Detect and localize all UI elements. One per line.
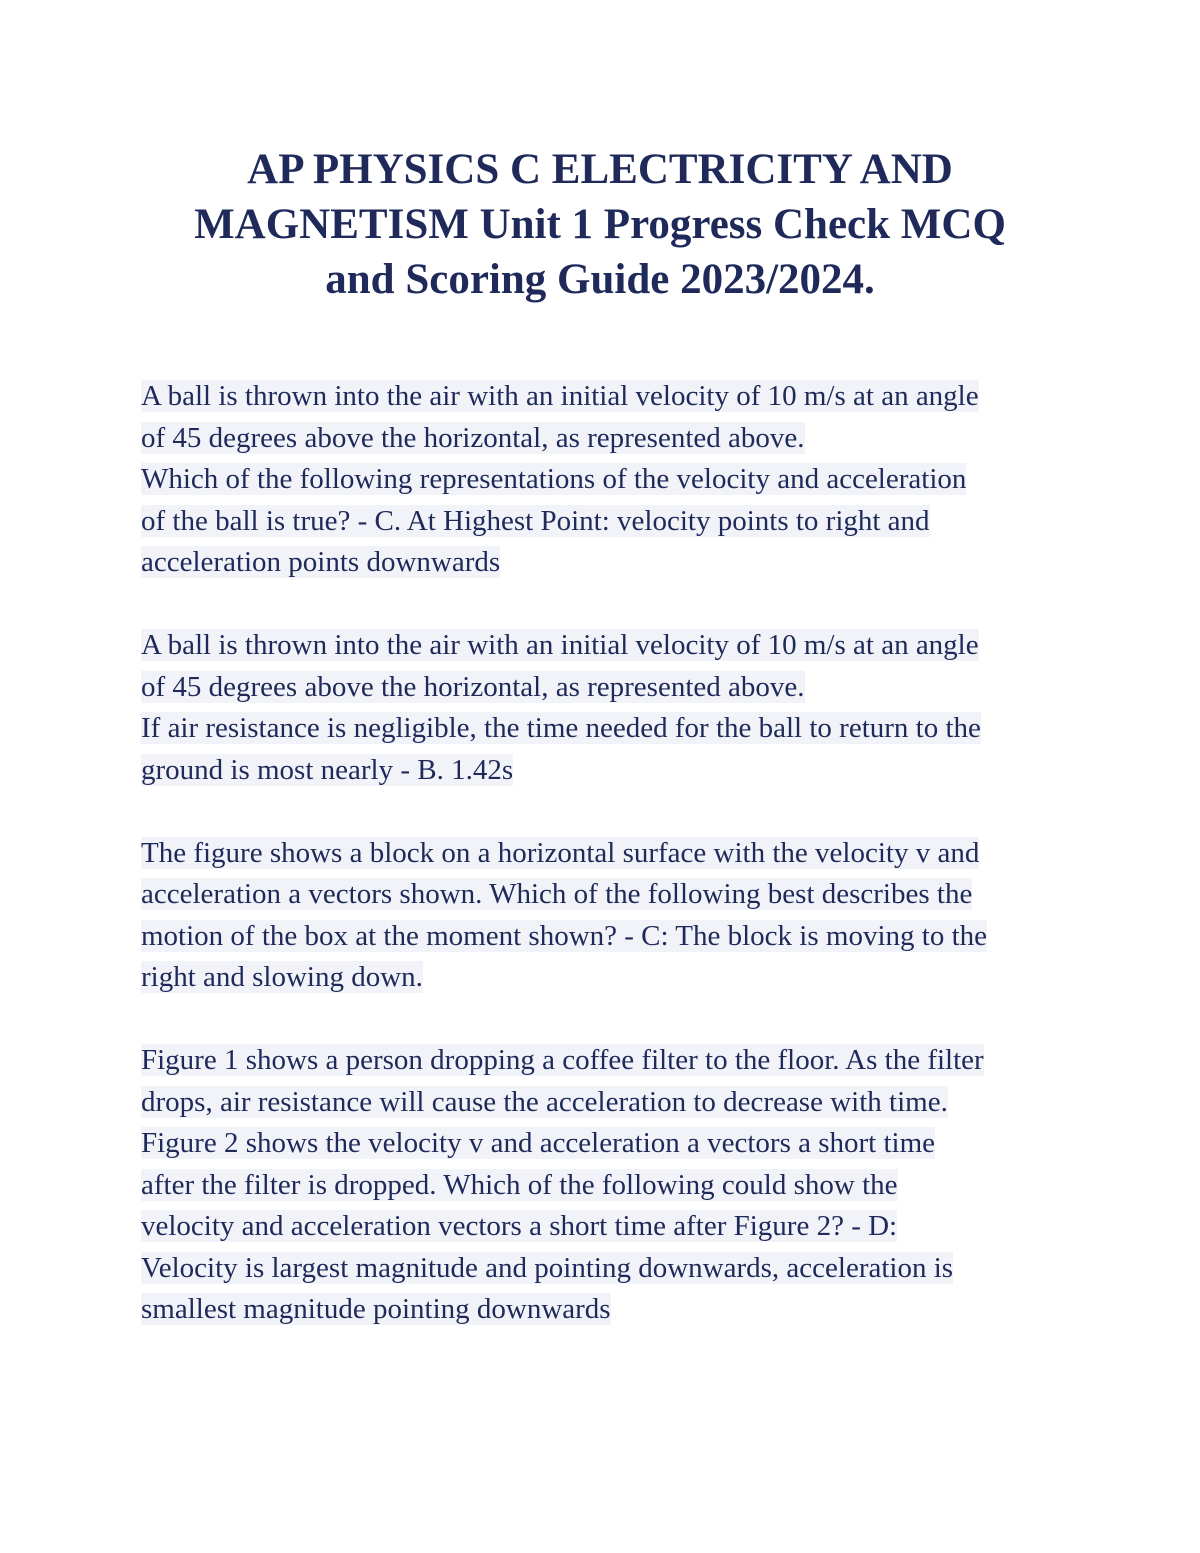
question-paragraph-1 [141,376,1071,584]
text-line: Which of the following representations of the velocity and acceleration [141,463,967,495]
text-line: Figure 1 shows a person dropping a coffee filter to the floor. As the filter [141,1044,984,1076]
text-line: right and slowing down. [141,961,423,993]
title-line: MAGNETISM Unit 1 Progress Check MCQ [194,201,1006,248]
text-line: acceleration points downwards [141,546,501,578]
text-line: acceleration a vectors shown. Which of the following best describes the [141,878,973,910]
text-line: The figure shows a block on a horizontal surface with the velocity v and [141,836,980,869]
text-line: motion of the box at the moment shown? - C: The block is moving to the [141,919,987,952]
page-title [100,142,1100,307]
text-line: velocity and acceleration vectors a short time after Figure 2? - D: [141,1210,898,1242]
question-paragraph-2 [141,625,1071,791]
text-line: Velocity is largest magnitude and pointing downwards, acceleration is [141,1251,954,1284]
question-paragraph-3 [141,833,1071,999]
text-line: A ball is thrown into the air with an initial velocity of 10 m/s at an angle [141,380,979,412]
text-line: ground is most nearly - B. 1.42s [141,753,514,786]
text-line: Figure 2 shows the velocity v and acceleration a vectors a short time [141,1127,936,1159]
title-line: and Scoring Guide 2023/2024. [325,256,875,303]
text-line: A ball is thrown into the air with an initial velocity of 10 m/s at an angle [141,629,979,661]
text-line: of 45 degrees above the horizontal, as represented above. [141,421,805,454]
text-line: after the filter is dropped. Which of the following could show the [141,1168,898,1201]
title-line: AP PHYSICS C ELECTRICITY AND [247,146,953,193]
text-line: smallest magnitude pointing downwards [141,1293,611,1325]
text-line: drops, air resistance will cause the acceleration to decrease with time. [141,1085,948,1118]
question-paragraph-4 [141,1040,1071,1331]
text-line: of 45 degrees above the horizontal, as represented above. [141,670,805,703]
text-line: If air resistance is negligible, the time needed for the ball to return to the [141,712,981,744]
text-line: of the ball is true? - C. At Highest Point: velocity points to right and [141,504,930,537]
document-body [141,376,1071,1372]
